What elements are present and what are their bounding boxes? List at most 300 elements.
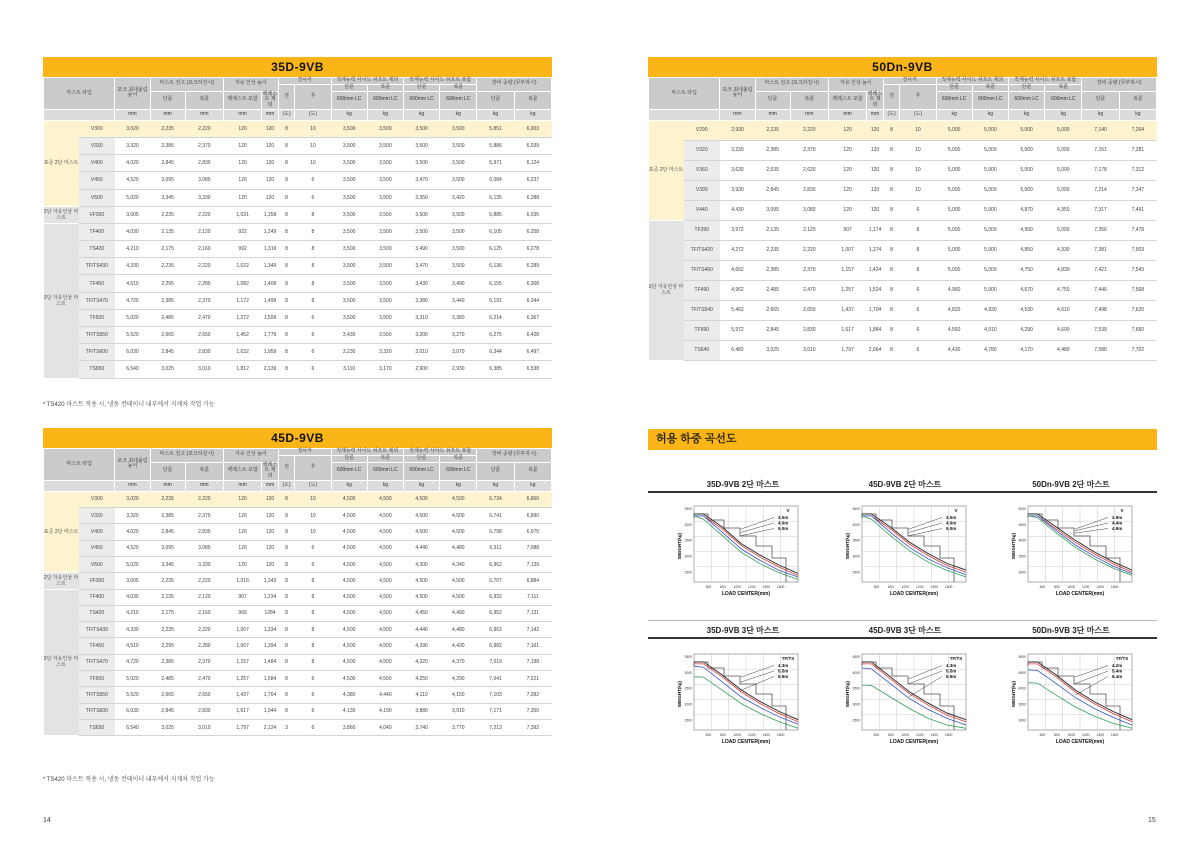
table-cell: 8 [278, 155, 295, 172]
header-dual: 복륜 [1119, 91, 1156, 109]
mast-group-label: 표준 2단 마스트 [649, 120, 684, 220]
table-cell: 8 [278, 491, 295, 507]
table-cell: 4,600 [1045, 320, 1082, 340]
mast-model: TF/TS470 [79, 292, 115, 309]
table-cell: 2,280 [185, 275, 223, 292]
table-cell: 1,524 [867, 280, 884, 300]
table-cell: 7,140 [1082, 120, 1119, 140]
table-cell: 7,139 [514, 556, 551, 572]
header-unit: kg [1008, 109, 1044, 120]
table-cell: 6,288 [514, 189, 551, 206]
header-single: 단륜 [936, 84, 972, 91]
table-cell: 3,500 [440, 206, 477, 223]
mast-model: TF/TS470 [79, 654, 115, 670]
table-cell: 8 [278, 258, 295, 275]
table-cell: 4,500 [367, 556, 403, 572]
table-cell: 907 [828, 220, 866, 240]
table-cell: 2,845 [150, 155, 185, 172]
mast-model: TS650 [79, 719, 115, 735]
table-cell: 8 [278, 524, 295, 540]
y-tick-label: 1500 [684, 718, 692, 723]
legend-entry: 6.5m [778, 674, 789, 679]
y-axis-label: WEIGHT(kg) [1011, 532, 1016, 560]
header-unit: kg [403, 109, 439, 120]
table-cell: 4,150 [440, 687, 477, 703]
table-cell: 2,665 [755, 300, 790, 320]
table-cell: 1,797 [223, 719, 261, 735]
table-cell: 1,764 [262, 687, 279, 703]
table-cell: 4,210 [115, 605, 150, 621]
table-cell: 6 [295, 703, 331, 719]
table-cell: 8 [883, 280, 900, 300]
table-cell: 8 [278, 344, 295, 361]
x-tick-label: 1200 [916, 733, 924, 737]
mast-group-label: 표준 2단 마스트 [44, 491, 79, 572]
legend-entry: 4.9m [1112, 526, 1123, 531]
table-cell: 4,380 [331, 687, 367, 703]
table-cell: 3,320 [367, 344, 403, 361]
table-cell: 966 [223, 605, 261, 621]
table-cell: 8 [278, 172, 295, 189]
table-cell: 5,885 [477, 206, 514, 223]
table-cell: 8 [883, 300, 900, 320]
table-cell: 120 [223, 172, 261, 189]
header-single: 단륜 [331, 455, 367, 462]
header-unit: (도) [278, 109, 295, 120]
chart-title: 45D-9VB 2단 마스트 [868, 480, 942, 489]
table-cell: 4,500 [440, 524, 477, 540]
y-tick-label: 5000 [1018, 507, 1026, 511]
header-unit: mm [115, 480, 150, 491]
table-cell: 1,797 [828, 340, 866, 360]
table-cell: 5,462 [720, 300, 755, 320]
table-cell: 1,704 [867, 300, 884, 320]
table-cell: 1,249 [262, 223, 279, 240]
table-cell: 2,220 [185, 622, 223, 638]
x-tick-label: 1200 [1082, 585, 1090, 589]
table-cell: 5,000 [972, 220, 1008, 240]
table-cell: 4,500 [331, 622, 367, 638]
header-backrest-incl: 백레스트 포함 [828, 91, 866, 109]
x-tick-label: 1600 [776, 585, 785, 589]
table-cell: 4,500 [331, 508, 367, 524]
header-capacity-excluding-ss: 적재능력 사이드 쉬프트 제외 [331, 449, 403, 456]
header-free-lift: 자유 인상 높이 [828, 78, 883, 92]
table-cell: 3,320 [115, 508, 150, 524]
header-unit: mm [828, 109, 866, 120]
table-cell: 3,880 [403, 703, 439, 719]
table-cell: 1,617 [828, 320, 866, 340]
table-cell: 8 [295, 638, 331, 654]
header-unit: kg [367, 480, 403, 491]
x-tick-label: 1200 [1082, 733, 1090, 737]
table-cell: 7,213 [477, 719, 514, 735]
table-cell: 4,500 [367, 508, 403, 524]
header-mast-type: 마스트 타입 [44, 449, 115, 481]
header-600-lc: 600mm LC [936, 91, 972, 109]
table-cell: 5,000 [1045, 160, 1082, 180]
table-cell: 120 [867, 140, 884, 160]
mast-model: TF/TS420 [684, 240, 720, 260]
y-axis-label: WEIGHT(kg) [677, 680, 682, 708]
header-unit: kg [972, 109, 1008, 120]
table-cell: 120 [867, 120, 884, 140]
table-cell: 1,334 [262, 622, 279, 638]
table-row [649, 300, 1157, 320]
x-tick-label: 800 [720, 585, 726, 589]
table-cell: 4,500 [331, 589, 367, 605]
divider [648, 637, 1157, 639]
legend-entry: 4.3m [778, 663, 789, 668]
table-cell: 5,972 [720, 320, 755, 340]
header-unit: mm [755, 109, 790, 120]
table-cell: 8 [295, 573, 331, 589]
table-cell: 4,500 [331, 556, 367, 572]
table-cell: 4,500 [440, 491, 477, 507]
table-cell: 2,120 [185, 223, 223, 240]
load-chart-35d-2stage [678, 506, 802, 614]
x-tick-label: 800 [1054, 733, 1060, 737]
mast-model: V300 [79, 120, 115, 137]
table-cell: 4,500 [331, 638, 367, 654]
table-cell: 5,000 [936, 200, 972, 220]
spec-table [43, 77, 552, 379]
table-cell: 4,560 [936, 320, 972, 340]
table-cell: 2,370 [185, 508, 223, 524]
y-tick-label: 4000 [1018, 686, 1026, 691]
table-cell: 3,500 [440, 120, 477, 137]
y-tick-label: 3500 [684, 507, 692, 511]
table-cell: 4,440 [403, 622, 439, 638]
table-cell: 6,982 [477, 638, 514, 654]
table-cell: 4,440 [367, 687, 403, 703]
table-cell: 3,330 [185, 189, 223, 206]
table-cell: 2,235 [755, 120, 790, 140]
header-mast-height: 마스트 전고 (포크하강시) [755, 78, 828, 92]
table-cell: 6,030 [115, 703, 150, 719]
table-cell: 4,500 [403, 491, 439, 507]
y-tick-label: 3000 [1018, 718, 1026, 723]
table-cell: 3,500 [367, 327, 403, 344]
x-tick-label: 1000 [901, 733, 910, 737]
header-600-lc: 600mm LC [331, 91, 367, 109]
table-cell: 4,500 [367, 638, 403, 654]
table-cell: 4,040 [367, 719, 403, 735]
table-cell: 3,020 [115, 491, 150, 507]
table-cell: 3,500 [331, 120, 367, 137]
table-cell: 5,000 [936, 120, 972, 140]
table-cell: 2,295 [150, 638, 185, 654]
table-row [44, 223, 552, 240]
table-cell: 5,000 [1008, 120, 1044, 140]
table-cell: 2,485 [150, 671, 185, 687]
table-cell: 7,478 [1119, 220, 1156, 240]
table-title: 45D-9VB [43, 428, 552, 448]
table-cell: 120 [223, 137, 261, 154]
x-tick-label: 800 [720, 733, 726, 737]
page-number-left: 14 [43, 817, 51, 824]
table-cell: 7,350 [514, 703, 551, 719]
table-cell: 6,540 [115, 719, 150, 735]
header-tilt-rear: 후 [295, 455, 331, 480]
table-cell: 2,160 [185, 241, 223, 258]
x-tick-label: 1000 [1067, 733, 1076, 737]
mast-model: V450 [79, 540, 115, 556]
divider [648, 620, 1157, 621]
table-cell: 10 [295, 155, 331, 172]
header-unit: kg [331, 109, 367, 120]
table-cell: 5,000 [1045, 220, 1082, 240]
table-cell: 7,019 [477, 654, 514, 670]
table-cell: 120 [828, 140, 866, 160]
table-cell: 8 [295, 589, 331, 605]
table-cell: 2,830 [790, 320, 828, 340]
load-chart-svg [846, 506, 970, 614]
table-cell: 8 [883, 240, 900, 260]
table-cell: 7,498 [1082, 300, 1119, 320]
table-cell: 5,020 [115, 309, 150, 326]
table-cell: 2,235 [150, 258, 185, 275]
table-cell: 2,135 [150, 223, 185, 240]
table-row [649, 340, 1157, 360]
table-cell: 4,500 [331, 573, 367, 589]
mast-model: TF/TS460 [684, 260, 720, 280]
table-cell: 4,500 [367, 589, 403, 605]
header-single: 단륜 [477, 462, 514, 480]
y-tick-label: 3000 [684, 522, 692, 527]
table-cell: 3 [278, 719, 295, 735]
table-cell: 6 [295, 344, 331, 361]
table-cell: 3,500 [331, 275, 367, 292]
table-cell: 8 [295, 241, 331, 258]
x-tick-label: 600 [1039, 733, 1046, 737]
table-cell: 3,500 [331, 206, 367, 223]
table-cell: 7,446 [1082, 280, 1119, 300]
header-unit: (도) [295, 480, 331, 491]
header-dual: 복륜 [185, 462, 223, 480]
table-cell: 922 [223, 223, 261, 240]
table-cell: 6,278 [514, 241, 551, 258]
table-cell: 3,270 [440, 327, 477, 344]
table-cell: 1,484 [262, 654, 279, 670]
table-cell: 7,660 [1119, 320, 1156, 340]
table-cell: 7,381 [1082, 240, 1119, 260]
table-cell: 4,670 [1008, 280, 1044, 300]
table-cell: 4,500 [367, 654, 403, 670]
table-cell: 6,884 [514, 573, 551, 589]
legend-title: V [786, 508, 790, 513]
table-cell: 4,330 [115, 258, 150, 275]
header-600-lc: 600mm LC [367, 462, 403, 480]
header-unit: kg [477, 109, 514, 120]
table-row [44, 540, 552, 556]
table-cell: 4,480 [440, 540, 477, 556]
table-row [44, 508, 552, 524]
y-tick-label: 3500 [684, 655, 692, 659]
table-cell: 2,385 [150, 137, 185, 154]
table-cell: 5,020 [115, 556, 150, 572]
header-dual: 복륜 [1045, 84, 1082, 91]
y-tick-label: 4500 [852, 655, 860, 659]
table-cell: 2,635 [755, 160, 790, 180]
header-single: 단륜 [150, 462, 185, 480]
table-row [44, 241, 552, 258]
table-cell: 2,650 [185, 327, 223, 344]
legend-title: TF/TS [781, 656, 795, 661]
table-cell: 2,620 [790, 160, 828, 180]
table-cell: 1,174 [867, 220, 884, 240]
table-cell: 2,665 [150, 687, 185, 703]
page-number-right: 15 [1148, 817, 1156, 824]
header-unit: mm [223, 480, 261, 491]
mast-model: TS640 [684, 340, 720, 360]
table-cell: 2,385 [755, 140, 790, 160]
table-cell: 4,510 [115, 638, 150, 654]
y-tick-label: 4500 [1018, 670, 1026, 675]
table-cell: 5,000 [936, 260, 972, 280]
table-row [44, 275, 552, 292]
table-cell: 4,750 [1045, 280, 1082, 300]
table-row [44, 622, 552, 638]
table-cell: 3,010 [790, 340, 828, 360]
table-cell: 3,470 [403, 258, 439, 275]
header-tilt-rear: 후 [295, 84, 331, 109]
header-single: 단륜 [403, 455, 439, 462]
y-tick-label: 3000 [684, 670, 692, 675]
table-cell: 7,392 [514, 719, 551, 735]
table-cell: 1,257 [223, 671, 261, 687]
table-cell: 1,172 [223, 292, 261, 309]
x-tick-label: 1000 [901, 585, 910, 589]
chart-title: 50Dn-9VB 2단 마스트 [1032, 480, 1110, 489]
table-cell: 8 [883, 120, 900, 140]
table-cell: 10 [295, 491, 331, 507]
table-cell: 6 [295, 189, 331, 206]
legend-entry: 5.4m [1112, 668, 1123, 674]
header-dual: 복륜 [514, 91, 551, 109]
table-cell: 1,944 [262, 703, 279, 719]
table-cell: 6,741 [477, 508, 514, 524]
table-cell: 120 [223, 524, 261, 540]
table-cell: 6,932 [477, 589, 514, 605]
legend-entry: 4.2m [1112, 663, 1123, 668]
table-cell: 120 [867, 180, 884, 200]
header-dual: 복륜 [367, 455, 403, 462]
legend-entry: 6.5m [946, 674, 957, 679]
table-cell: 8 [295, 292, 331, 309]
mast-model: TF/TS430 [79, 258, 115, 275]
table-cell: 2,280 [185, 638, 223, 654]
header-unit: kg [403, 480, 439, 491]
table-cell: 6,275 [477, 327, 514, 344]
table-cell: 8 [900, 220, 936, 240]
header-tilt-rear: 후 [900, 84, 936, 109]
load-chart-svg [678, 654, 802, 762]
table-row [44, 605, 552, 621]
table-cell: 2,160 [185, 605, 223, 621]
table-cell: 3,095 [150, 540, 185, 556]
table-cell: 6 [295, 309, 331, 326]
table-cell: 6,344 [514, 292, 551, 309]
table-cell: 3,500 [403, 206, 439, 223]
x-tick-label: 600 [705, 733, 712, 737]
table-cell: 2,930 [440, 361, 477, 378]
table-cell: 4,110 [403, 687, 439, 703]
header-tilt: 경사각 [278, 449, 331, 456]
table-cell: 4,520 [115, 540, 150, 556]
header-unit: mm [262, 109, 279, 120]
table-cell: 1,959 [262, 344, 279, 361]
table-cell: 6,344 [477, 344, 514, 361]
table-row [44, 556, 552, 572]
table-cell: 8 [883, 220, 900, 240]
table-cell: 1,067 [223, 638, 261, 654]
table-cell: 6,035 [514, 206, 551, 223]
table-cell: 5,000 [972, 280, 1008, 300]
table-cell: 2,845 [150, 524, 185, 540]
table-cell: 4,610 [1045, 300, 1082, 320]
table-cell: 3,500 [440, 258, 477, 275]
table-cell: 4,440 [403, 540, 439, 556]
table-cell: 8 [900, 260, 936, 280]
legend-entry: 3.0m [778, 515, 789, 520]
table-cell: 6 [295, 671, 331, 687]
header-lift-height: 포크 최대올림 높이 [115, 78, 150, 110]
header-unit: mm [185, 109, 223, 120]
table-cell: 992 [223, 241, 261, 258]
table-cell: 120 [262, 155, 279, 172]
table-cell: 2,220 [790, 240, 828, 260]
table-cell: 120 [262, 137, 279, 154]
table-cell: 2,120 [790, 220, 828, 240]
table-cell: 4,170 [1008, 340, 1044, 360]
table-cell: 4,500 [403, 573, 439, 589]
header-free-lift: 자유 인상 높이 [223, 449, 278, 463]
table-cell: 2,845 [150, 703, 185, 719]
mast-model: TS420 [79, 605, 115, 621]
table-cell: 1,234 [262, 589, 279, 605]
table-cell: 4,210 [115, 241, 150, 258]
table-cell: 1,031 [223, 206, 261, 223]
x-tick-label: 1400 [1096, 585, 1104, 589]
table-cell: 3,500 [367, 189, 403, 206]
legend-entry: 4.0m [778, 520, 789, 526]
table-cell: 3,930 [720, 180, 755, 200]
mast-model: V390 [684, 180, 720, 200]
table-cell: 1,599 [262, 309, 279, 326]
table-cell: 2,175 [150, 241, 185, 258]
table-cell: 10 [295, 508, 331, 524]
table-cell: 3,310 [403, 309, 439, 326]
table-cell: 2,370 [185, 292, 223, 309]
header-dual: 복륜 [440, 84, 477, 91]
header-dual: 복륜 [440, 455, 477, 462]
table-cell: 4,820 [936, 300, 972, 320]
table-cell: 3,025 [150, 361, 185, 378]
table-cell: 120 [262, 189, 279, 206]
table-cell: 6 [295, 327, 331, 344]
table-cell: 5,000 [1045, 140, 1082, 160]
table-cell: 8 [883, 140, 900, 160]
header-lift-height: 포크 최대올림 높이 [720, 78, 755, 110]
header-600-lc: 600mm LC [403, 462, 439, 480]
table-cell: 120 [223, 508, 261, 524]
table-cell: 10 [295, 120, 331, 137]
table-cell: 6,308 [514, 275, 551, 292]
table-cell: 1,349 [262, 258, 279, 275]
table-cell: 8 [278, 206, 295, 223]
table-cell: 8 [278, 508, 295, 524]
